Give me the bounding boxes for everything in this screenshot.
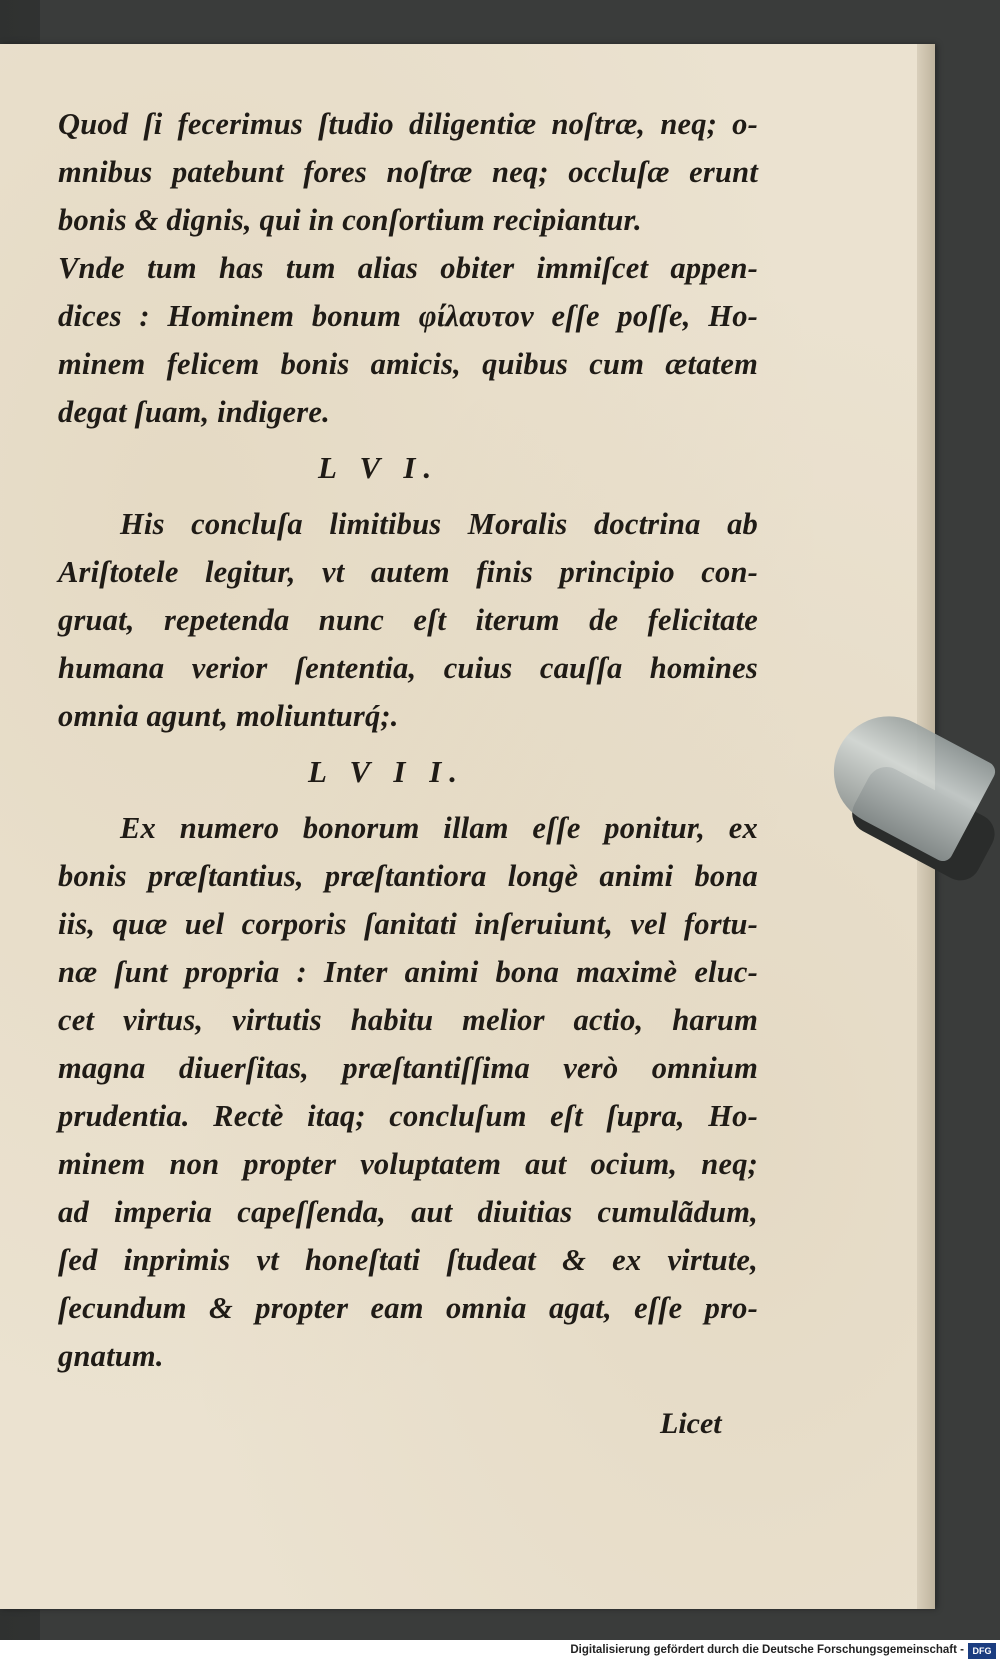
text-line: Vnde tum has tum alias obiter immiſcet appen- (58, 251, 758, 285)
text-line: humana verior ſententia, cuius cauſſa homines (58, 651, 758, 685)
text-line: bonis præſtantius, præſtantiora longè animi bona (58, 859, 758, 893)
text-line: prudentia. Rectè itaq; concluſum eſt ſupra, Ho- (58, 1099, 758, 1133)
section-heading: L V I. (318, 450, 440, 485)
text-line: minem felicem bonis amicis, quibus cum ætatem (58, 347, 758, 381)
text-line: Quod ſi fecerimus ſtudio diligentiæ noſtræ, neq; o- (58, 107, 758, 141)
text-line: Ex numero bonorum illam eſſe ponitur, ex (120, 811, 758, 845)
text-line: ſecundum & propter eam omnia agat, eſſe pro- (58, 1291, 758, 1325)
text-line: næ ſunt propria : Inter animi bona maximè eluc- (58, 955, 758, 989)
text-line: iis, quæ uel corporis ſanitati inſeruiunt, vel fortu- (58, 907, 758, 941)
text-line: gruat, repetenda nunc eſt iterum de felicitate (58, 603, 758, 637)
footer-credit: Digitalisierung gefördert durch die Deutsche Forschungsgemeinschaft - (570, 1644, 964, 1656)
text-line: magna diuerſitas, præſtantiſſima verò omnium (58, 1051, 758, 1085)
text-line: ad imperia capeſſenda, aut diuitias cumulãdum, (58, 1195, 758, 1229)
text-line: gnatum. (58, 1339, 164, 1373)
section-heading: L V I I. (308, 754, 466, 789)
text-line: cet virtus, virtutis habitu melior actio, harum (58, 1003, 758, 1037)
text-line: dices : Hominem bonum φίλαυτον eſſe poſſe, Ho- (58, 299, 758, 333)
catchword: Licet (660, 1407, 722, 1440)
page-text (58, 100, 758, 1380)
dfg-logo-icon: DFG (968, 1643, 996, 1659)
footer-bar (0, 1640, 1000, 1663)
text-line: Ariſtotele legitur, vt autem finis principio con- (58, 555, 758, 589)
text-line: bonis & dignis, qui in conſortium recipiantur. (58, 203, 642, 237)
text-line: degat ſuam, indigere. (58, 395, 330, 429)
text-line: His concluſa limitibus Moralis doctrina ab (120, 507, 758, 541)
text-line: ſed inprimis vt honeſtati ſtudeat & ex virtute, (58, 1243, 758, 1277)
text-line: omnia agunt, moliunturq́;. (58, 699, 399, 733)
text-line: mnibus patebunt fores noſtræ neq; occluſæ erunt (58, 155, 758, 189)
text-line: minem non propter voluptatem aut ocium, neq; (58, 1147, 758, 1181)
